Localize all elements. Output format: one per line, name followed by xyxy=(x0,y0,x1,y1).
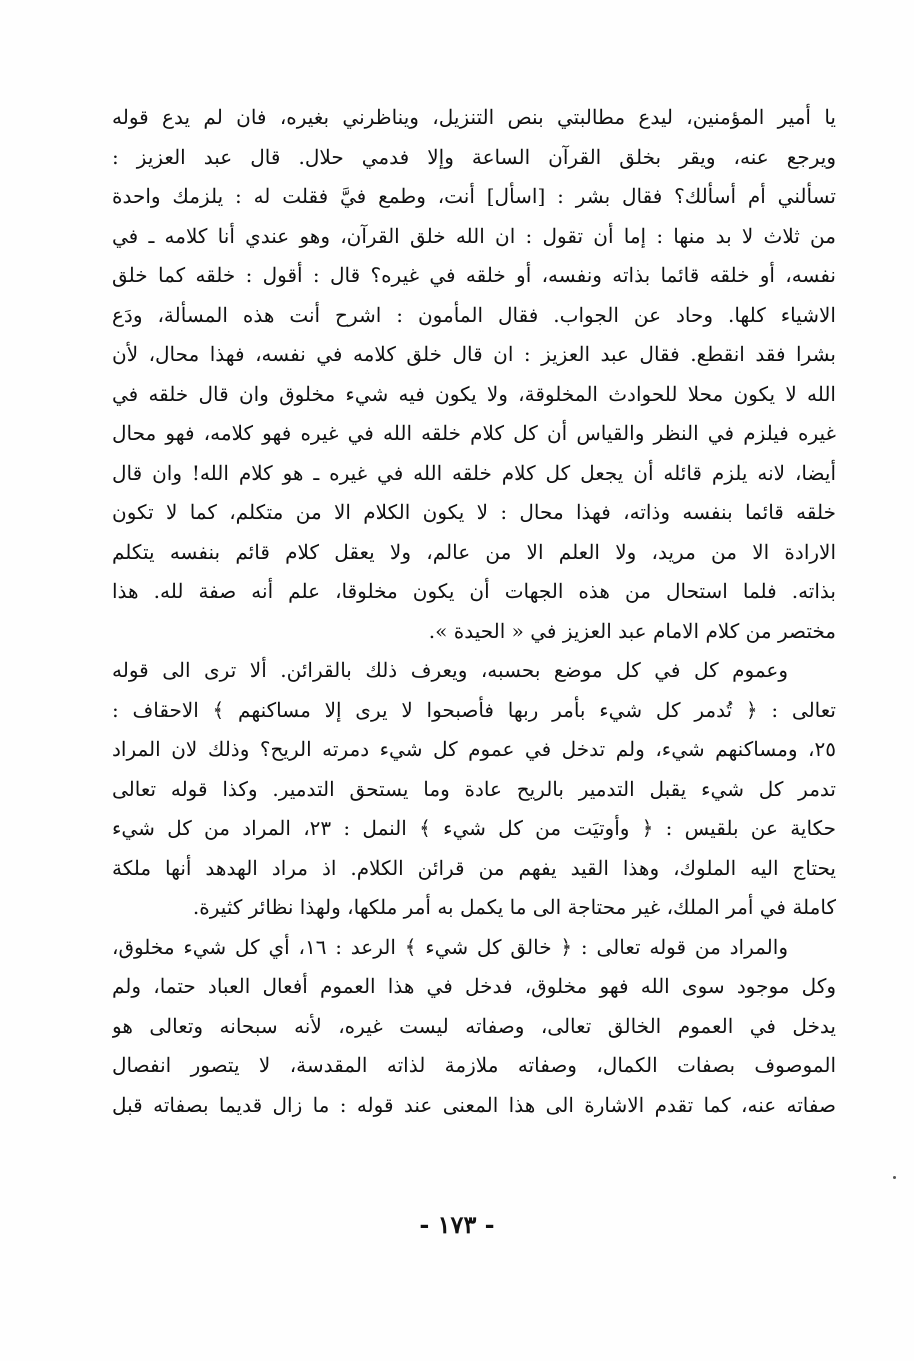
text-line: حكاية عن بلقيس : ﴿ وأوتيَت من كل شيء ﴾ النمل : ٢٣، المراد من كل شيء xyxy=(112,816,836,840)
text-line: أيضا، لانه يلزم قائله أن يجعل كل كلام خلقه الله في غيره ـ هو كلام الله! وان قال xyxy=(112,460,836,485)
text-line: نفسه، أو خلقه قائما بذاته ونفسه، أو خلقه في غيره؟ قال : أقول : خلقه كما خلق xyxy=(112,263,836,287)
scan-speck xyxy=(893,1176,896,1179)
text-line: ويرجع عنه، ويقر بخلق القرآن الساعة وإلا فدمي حلال. قال عبد العزيز : xyxy=(112,144,836,169)
text-line: صفاته عنه، كما تقدم الاشارة الى هذا المعنى عند قوله : ما زال قديما بصفاته قبل xyxy=(112,1092,836,1117)
text-line: مختصر من كلام الامام عبد العزيز في « الحيدة ». xyxy=(428,618,836,643)
text-line: خلقه قائما بنفسه وذاته، فهذا محال : لا يكون الكلام الا من متكلم، كما لا تكون xyxy=(112,500,836,524)
text-line: الله لا يكون محلا للحوادث المخلوقة، ولا يكون فيه شيء مخلوق وان قال خلقه في xyxy=(112,381,836,406)
body-text xyxy=(112,98,836,1125)
text-line: الموصوف بصفات الكمال، وصفاته ملازمة لذاته المقدسة، لا يتصور انفصال xyxy=(112,1053,836,1077)
text-line: تسألني أم أسألك؟ فقال بشر : [اسأل] أنت، وطمع فيَّ فقلت له : يلزمك واحدة xyxy=(112,184,836,208)
text-line: كاملة في أمر الملك، غير محتاجة الى ما يكمل به أمر ملكها، ولهذا نظائر كثيرة. xyxy=(192,895,836,919)
text-line: من ثلاث لا بد منها : إما أن تقول : ان الله خلق القرآن، وهو عندي أنا كلامه ـ في xyxy=(112,223,836,248)
text-line: غيره فيلزم في النظر والقياس أن كل كلام خلقه الله في غيره فهو كلامه، فهو محال xyxy=(112,421,836,445)
text-line: بشرا فقد انقطع. فقال عبد العزيز : ان قال خلق كلامه في نفسه، فهذا محال، لأن xyxy=(112,342,836,366)
page-number: - ١٧٣ - xyxy=(419,1210,495,1239)
text-line: الارادة الا من مريد، ولا العلم الا من عالم، ولا يعقل كلام قائم بنفسه يتكلم xyxy=(112,539,836,564)
text-line: تدمر كل شيء يقبل التدمير بالريح عادة وما يستحق التدمير. وكذا قوله تعالى xyxy=(112,776,836,801)
text-line: والمراد من قوله تعالى : ﴿ خالق كل شيء ﴾ الرعد : ١٦، أي كل شيء مخلوق، xyxy=(112,934,788,959)
text-line: ٢٥، ومساكنهم شيء، ولم تدخل في عموم كل شيء دمرته الريح؟ وذلك لان المراد xyxy=(112,737,836,761)
text-line: يا أمير المؤمنين، ليدع مطالبتي بنص التنزيل، ويناظرني بغيره، فان لم يدع قوله xyxy=(112,105,836,129)
text-line: يدخل في العموم الخالق تعالى، وصفاته ليست غيره، لأنه سبحانه وتعالى هو xyxy=(112,1013,836,1038)
text-line: يحتاج اليه الملوك، وهذا القيد يفهم من قرائن الكلام. اذ مراد الهدهد أنها ملكة xyxy=(112,855,836,880)
text-line: الاشياء كلها. وحاد عن الجواب. فقال المأمون : اشرح أنت هذه المسألة، ودَع xyxy=(112,302,836,327)
text-line: وعموم كل في كل موضع بحسبه، ويعرف ذلك بالقرائن. ألا ترى الى قوله xyxy=(112,658,788,682)
text-line: بذاته. فلما استحال من هذه الجهات أن يكون مخلوقا، علم أنه صفة لله. هذا xyxy=(112,579,836,603)
text-line: تعالى : ﴿ تُدمر كل شيء بأمر ربها فأصبحوا لا يرى إلا مساكنهم ﴾ الاحقاف : xyxy=(112,697,836,722)
text-line: وكل موجود سوى الله فهو مخلوق، فدخل في هذا العموم أفعال العباد حتما، ولم xyxy=(112,974,836,998)
